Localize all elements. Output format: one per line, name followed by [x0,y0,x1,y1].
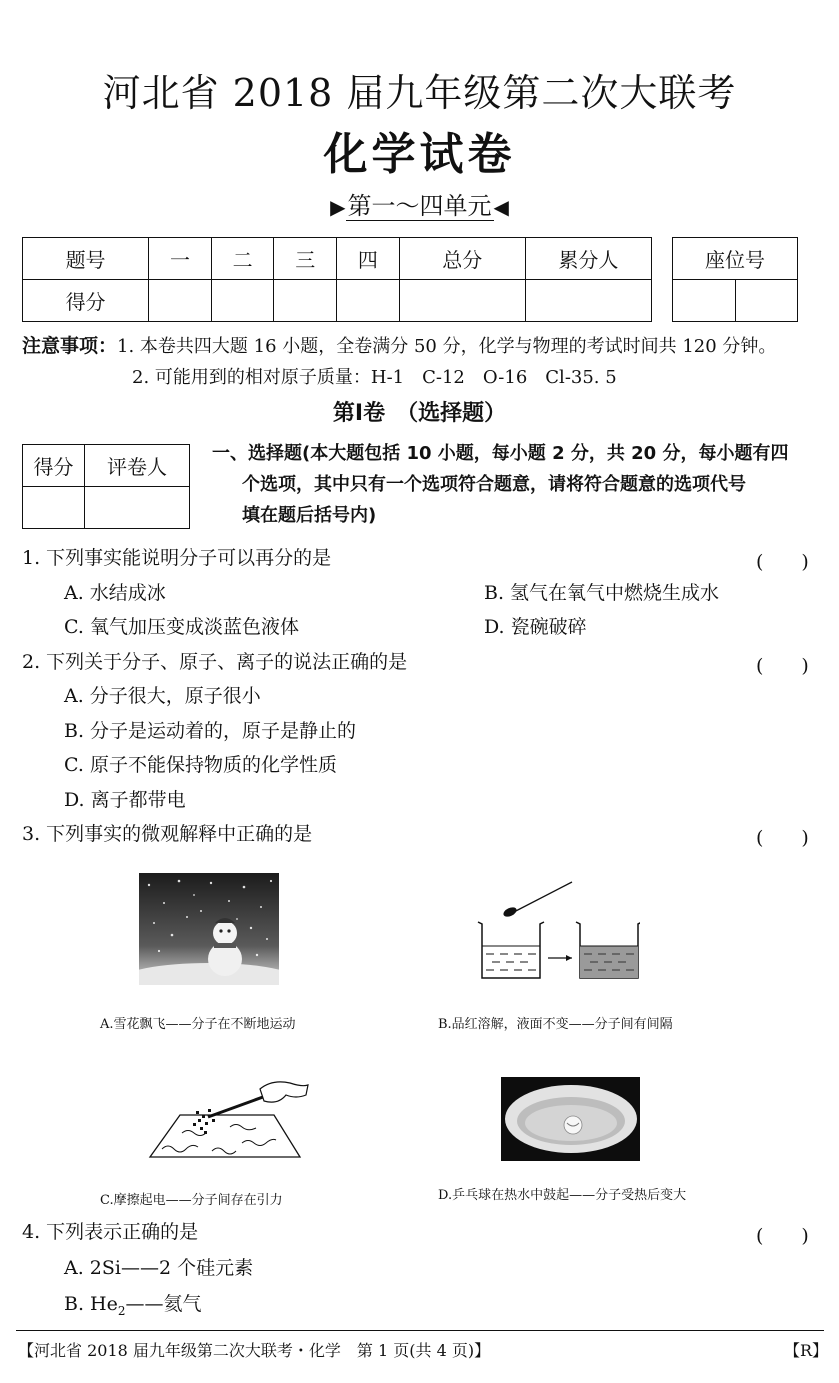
score-table-header-cell: 二 [211,238,274,280]
section-instructions [212,438,812,531]
option-d: D. 瓷碗破碎 [484,616,587,638]
grader-score-label: 得分 [23,445,85,487]
score-table-header-cell: 一 [149,238,212,280]
option-b-prefix: B. He [64,1293,118,1315]
grader-table [22,444,190,529]
answer-paren[interactable]: ( ) [756,1225,809,1247]
score-table-header-cell: 累分人 [525,238,651,280]
question-2-stem: 2. 下列关于分子、原子、离子的说法正确的是 [22,651,408,673]
grader-score-input[interactable] [23,487,85,529]
score-table-header-cell: 题号 [23,238,149,280]
answer-paren[interactable]: ( ) [756,551,809,573]
question-4-stem: 4. 下列表示正确的是 [22,1221,199,1243]
right-triangle-icon: ▶ [330,195,346,219]
score-table-header-cell: 四 [337,238,400,280]
pingpong-bowl-photo [501,1077,640,1161]
option-b [64,1287,202,1328]
answer-paren[interactable]: ( ) [756,655,809,677]
subject-title: 化学试卷 [323,129,516,180]
seat-input-cell[interactable] [735,280,798,322]
grader-name-label: 评卷人 [85,445,190,487]
notes-item-1: 1. 本卷共四大题 16 小题，全卷满分 50 分，化学与物理的考试时间共 120 分钟。 [117,336,777,357]
score-table-header-cell: 总分 [399,238,525,280]
unit-range [0,186,839,221]
question-3-stem: 3. 下列事实的微观解释中正确的是 [22,823,313,845]
option-b-suffix: ——氦气 [125,1293,202,1315]
grader-name-input[interactable] [85,487,190,529]
figure-caption-d: D.乒乓球在热水中鼓起——分子受热后变大 [438,1188,687,1203]
option-a: A. 水结成冰 [64,582,166,604]
rubbing-rod-diagram [142,1075,312,1163]
option-c: C. 氧气加压变成淡蓝色液体 [64,616,299,638]
footer-code: 【R】 [784,1341,829,1360]
score-row-label: 得分 [23,280,149,322]
section-line: 一、选择题(本大题包括 10 小题，每小题 2 分，共 20 分，每小题有四 [212,443,789,464]
question-1-stem: 1. 下列事实能说明分子可以再分的是 [22,547,332,569]
option-d: D. 离子都带电 [64,789,186,811]
beakers-diagram [470,876,640,986]
section-line: 填在题后括号内) [242,505,377,526]
score-table-header-cell: 三 [274,238,337,280]
option-a: A. 2Si——2 个硅元素 [64,1257,254,1279]
notes-label: 注意事项： [22,335,118,357]
option-b: B. 氢气在氧气中燃烧生成水 [484,582,720,604]
score-input-cell[interactable] [211,280,274,322]
volume-title: 第Ⅰ卷 （选择题） [332,401,507,426]
option-c: C. 原子不能保持物质的化学性质 [64,754,337,776]
figure-caption-b: B.品红溶解，液面不变——分子间有间隔 [438,1017,673,1032]
score-input-cell[interactable] [149,280,212,322]
score-input-cell[interactable] [337,280,400,322]
left-triangle-icon: ◀ [493,195,509,219]
option-b: B. 分子是运动着的，原子是静止的 [64,720,357,742]
seat-label: 座位号 [673,238,798,280]
score-input-cell[interactable] [525,280,651,322]
score-input-cell[interactable] [274,280,337,322]
notes-line-1 [22,331,776,362]
footer-info: 【河北省 2018 届九年级第二次大联考・化学 第 1 页(共 4 页)】 [18,1341,491,1360]
option-a: A. 分子很大，原子很小 [64,685,261,707]
score-input-cell[interactable] [399,280,525,322]
snowman-photo [139,873,279,985]
footer-rule [16,1330,824,1331]
answer-paren[interactable]: ( ) [756,827,809,849]
figure-caption-a: A.雪花飘飞——分子在不断地运动 [100,1017,296,1032]
unit-label: 第一～四单元 [347,192,492,220]
seat-table [672,237,798,322]
option-b-subscript: 2 [117,1303,126,1318]
score-table [22,237,652,322]
exam-title: 河北省 2018 届九年级第二次大联考 [102,71,737,115]
section-line: 个选项，其中只有一个选项符合题意，请将符合题意的选项代号 [242,474,746,495]
figure-caption-c: C.摩擦起电——分子间存在引力 [100,1193,283,1208]
seat-input-cell[interactable] [673,280,736,322]
notes-item-2: 2. 可能用到的相对原子质量：H-1 C-12 O-16 Cl-35. 5 [132,367,617,388]
